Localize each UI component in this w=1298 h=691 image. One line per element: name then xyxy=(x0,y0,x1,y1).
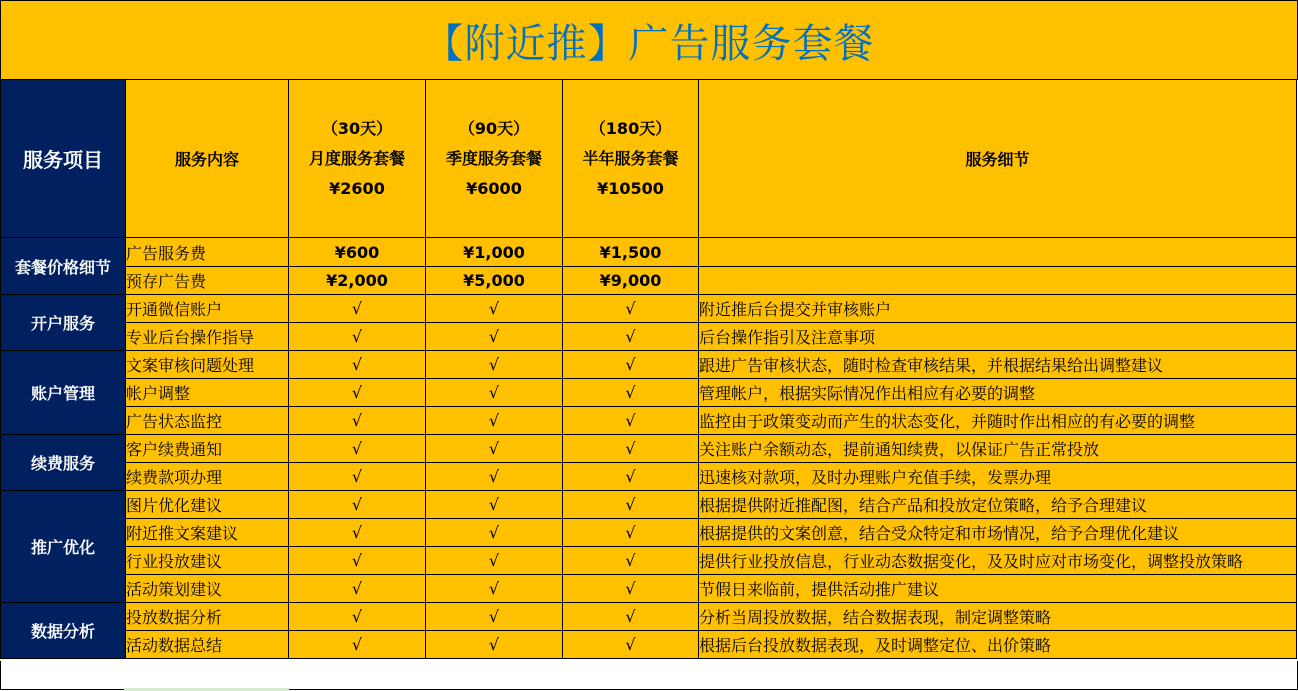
check-mark-cell: √ xyxy=(563,547,699,575)
check-mark-cell: √ xyxy=(289,575,426,603)
table-row xyxy=(1,407,1297,435)
item-cell: 预存广告费 xyxy=(126,267,289,295)
table-row xyxy=(1,575,1297,603)
category-cell: 推广优化 xyxy=(1,491,126,603)
price-cell: ¥600 xyxy=(289,238,426,267)
item-cell: 专业后台操作指导 xyxy=(126,323,289,351)
check-mark-cell: √ xyxy=(563,351,699,379)
plan-name: 季度服务套餐 xyxy=(445,148,542,168)
price-cell: ¥2,000 xyxy=(289,267,426,295)
check-mark-cell: √ xyxy=(289,323,426,351)
detail-cell xyxy=(699,238,1297,267)
check-mark-cell: √ xyxy=(563,603,699,631)
check-mark-cell: √ xyxy=(426,435,563,463)
detail-cell: 关注账户余额动态，提前通知续费，以保证广告正常投放 xyxy=(699,435,1297,463)
check-mark-cell: √ xyxy=(289,351,426,379)
item-cell: 活动数据总结 xyxy=(126,631,289,659)
check-mark-cell: √ xyxy=(426,379,563,407)
detail-cell: 附近推后台提交并审核账户 xyxy=(699,295,1297,323)
check-mark-cell: √ xyxy=(563,379,699,407)
check-mark-cell: √ xyxy=(289,379,426,407)
detail-cell: 管理帐户，根据实际情况作出相应有必要的调整 xyxy=(699,379,1297,407)
header-plan-halfyear xyxy=(563,80,699,238)
detail-cell: 节假日来临前，提供活动推广建议 xyxy=(699,575,1297,603)
table-row xyxy=(1,519,1297,547)
check-mark-cell: √ xyxy=(563,491,699,519)
detail-cell: 根据后台投放数据表现，及时调整定位、出价策略 xyxy=(699,631,1297,659)
plan-price: ¥10500 xyxy=(597,178,664,198)
check-mark-cell: √ xyxy=(426,295,563,323)
item-cell: 文案审核问题处理 xyxy=(126,351,289,379)
table-row xyxy=(1,351,1297,379)
table-row xyxy=(1,295,1297,323)
check-mark-cell: √ xyxy=(289,547,426,575)
price-cell: ¥1,500 xyxy=(563,238,699,267)
check-mark-cell: √ xyxy=(289,631,426,659)
header-details: 服务细节 xyxy=(699,80,1297,238)
table-row xyxy=(1,603,1297,631)
page-title: 【附近推】广告服务套餐 xyxy=(423,20,875,67)
detail-cell: 根据提供附近推配图，结合产品和投放定位策略，给予合理建议 xyxy=(699,491,1297,519)
check-mark-cell: √ xyxy=(289,603,426,631)
plan-days: （180天） xyxy=(589,118,672,138)
item-cell: 附近推文案建议 xyxy=(126,519,289,547)
check-mark-cell: √ xyxy=(426,547,563,575)
detail-cell xyxy=(699,267,1297,295)
item-cell: 广告状态监控 xyxy=(126,407,289,435)
header-service-item: 服务项目 xyxy=(1,80,126,238)
check-mark-cell: √ xyxy=(289,435,426,463)
table-row xyxy=(1,491,1297,519)
plan-days: （90天） xyxy=(458,118,530,138)
check-mark-cell: √ xyxy=(289,407,426,435)
plan-price: ¥2600 xyxy=(329,178,385,198)
check-mark-cell: √ xyxy=(289,491,426,519)
check-mark-cell: √ xyxy=(563,631,699,659)
service-table xyxy=(0,79,1297,659)
check-mark-cell: √ xyxy=(289,519,426,547)
check-mark-cell: √ xyxy=(563,463,699,491)
header-plan-monthly xyxy=(289,80,426,238)
price-cell: ¥5,000 xyxy=(426,267,563,295)
item-cell: 广告服务费 xyxy=(126,238,289,267)
item-cell: 投放数据分析 xyxy=(126,603,289,631)
item-cell: 客户续费通知 xyxy=(126,435,289,463)
detail-cell: 分析当周投放数据，结合数据表现，制定调整策略 xyxy=(699,603,1297,631)
check-mark-cell: √ xyxy=(563,575,699,603)
detail-cell: 后台操作指引及注意事项 xyxy=(699,323,1297,351)
check-mark-cell: √ xyxy=(563,323,699,351)
item-cell: 活动策划建议 xyxy=(126,575,289,603)
detail-cell: 跟进广告审核状态，随时检查审核结果，并根据结果给出调整建议 xyxy=(699,351,1297,379)
title-bar xyxy=(0,0,1298,80)
check-mark-cell: √ xyxy=(563,519,699,547)
check-mark-cell: √ xyxy=(426,603,563,631)
table-row xyxy=(1,463,1297,491)
detail-cell: 提供行业投放信息，行业动态数据变化，及及时应对市场变化，调整投放策略 xyxy=(699,547,1297,575)
check-mark-cell: √ xyxy=(563,295,699,323)
detail-cell: 监控由于政策变动而产生的状态变化，并随时作出相应的有必要的调整 xyxy=(699,407,1297,435)
category-cell: 套餐价格细节 xyxy=(1,238,126,295)
header-service-content: 服务内容 xyxy=(126,80,289,238)
table-row xyxy=(1,379,1297,407)
table-row xyxy=(1,631,1297,659)
check-mark-cell: √ xyxy=(426,351,563,379)
check-mark-cell: √ xyxy=(289,463,426,491)
check-mark-cell: √ xyxy=(426,463,563,491)
plan-name: 半年服务套餐 xyxy=(582,148,679,168)
check-mark-cell: √ xyxy=(563,407,699,435)
item-cell: 图片优化建议 xyxy=(126,491,289,519)
category-cell: 数据分析 xyxy=(1,603,126,659)
price-row xyxy=(1,238,1297,267)
price-cell: ¥1,000 xyxy=(426,238,563,267)
plan-name: 月度服务套餐 xyxy=(308,148,405,168)
empty-row xyxy=(0,661,1298,690)
item-cell: 续费款项办理 xyxy=(126,463,289,491)
check-mark-cell: √ xyxy=(426,519,563,547)
table-row xyxy=(1,435,1297,463)
check-mark-cell: √ xyxy=(426,323,563,351)
category-cell: 账户管理 xyxy=(1,351,126,435)
check-mark-cell: √ xyxy=(426,491,563,519)
detail-cell: 根据提供的文案创意，结合受众特定和市场情况，给予合理优化建议 xyxy=(699,519,1297,547)
check-mark-cell: √ xyxy=(426,407,563,435)
check-mark-cell: √ xyxy=(563,435,699,463)
header-row xyxy=(1,80,1297,238)
category-cell: 开户服务 xyxy=(1,295,126,351)
header-plan-quarterly xyxy=(426,80,563,238)
price-cell: ¥9,000 xyxy=(563,267,699,295)
category-cell: 续费服务 xyxy=(1,435,126,491)
item-cell: 开通微信账户 xyxy=(126,295,289,323)
detail-cell: 迅速核对款项，及时办理账户充值手续，发票办理 xyxy=(699,463,1297,491)
item-cell: 行业投放建议 xyxy=(126,547,289,575)
price-row xyxy=(1,267,1297,295)
check-mark-cell: √ xyxy=(426,631,563,659)
plan-days: （30天） xyxy=(321,118,393,138)
check-mark-cell: √ xyxy=(426,575,563,603)
table-row xyxy=(1,323,1297,351)
plan-price: ¥6000 xyxy=(466,178,522,198)
table-row xyxy=(1,547,1297,575)
item-cell: 帐户调整 xyxy=(126,379,289,407)
check-mark-cell: √ xyxy=(289,295,426,323)
